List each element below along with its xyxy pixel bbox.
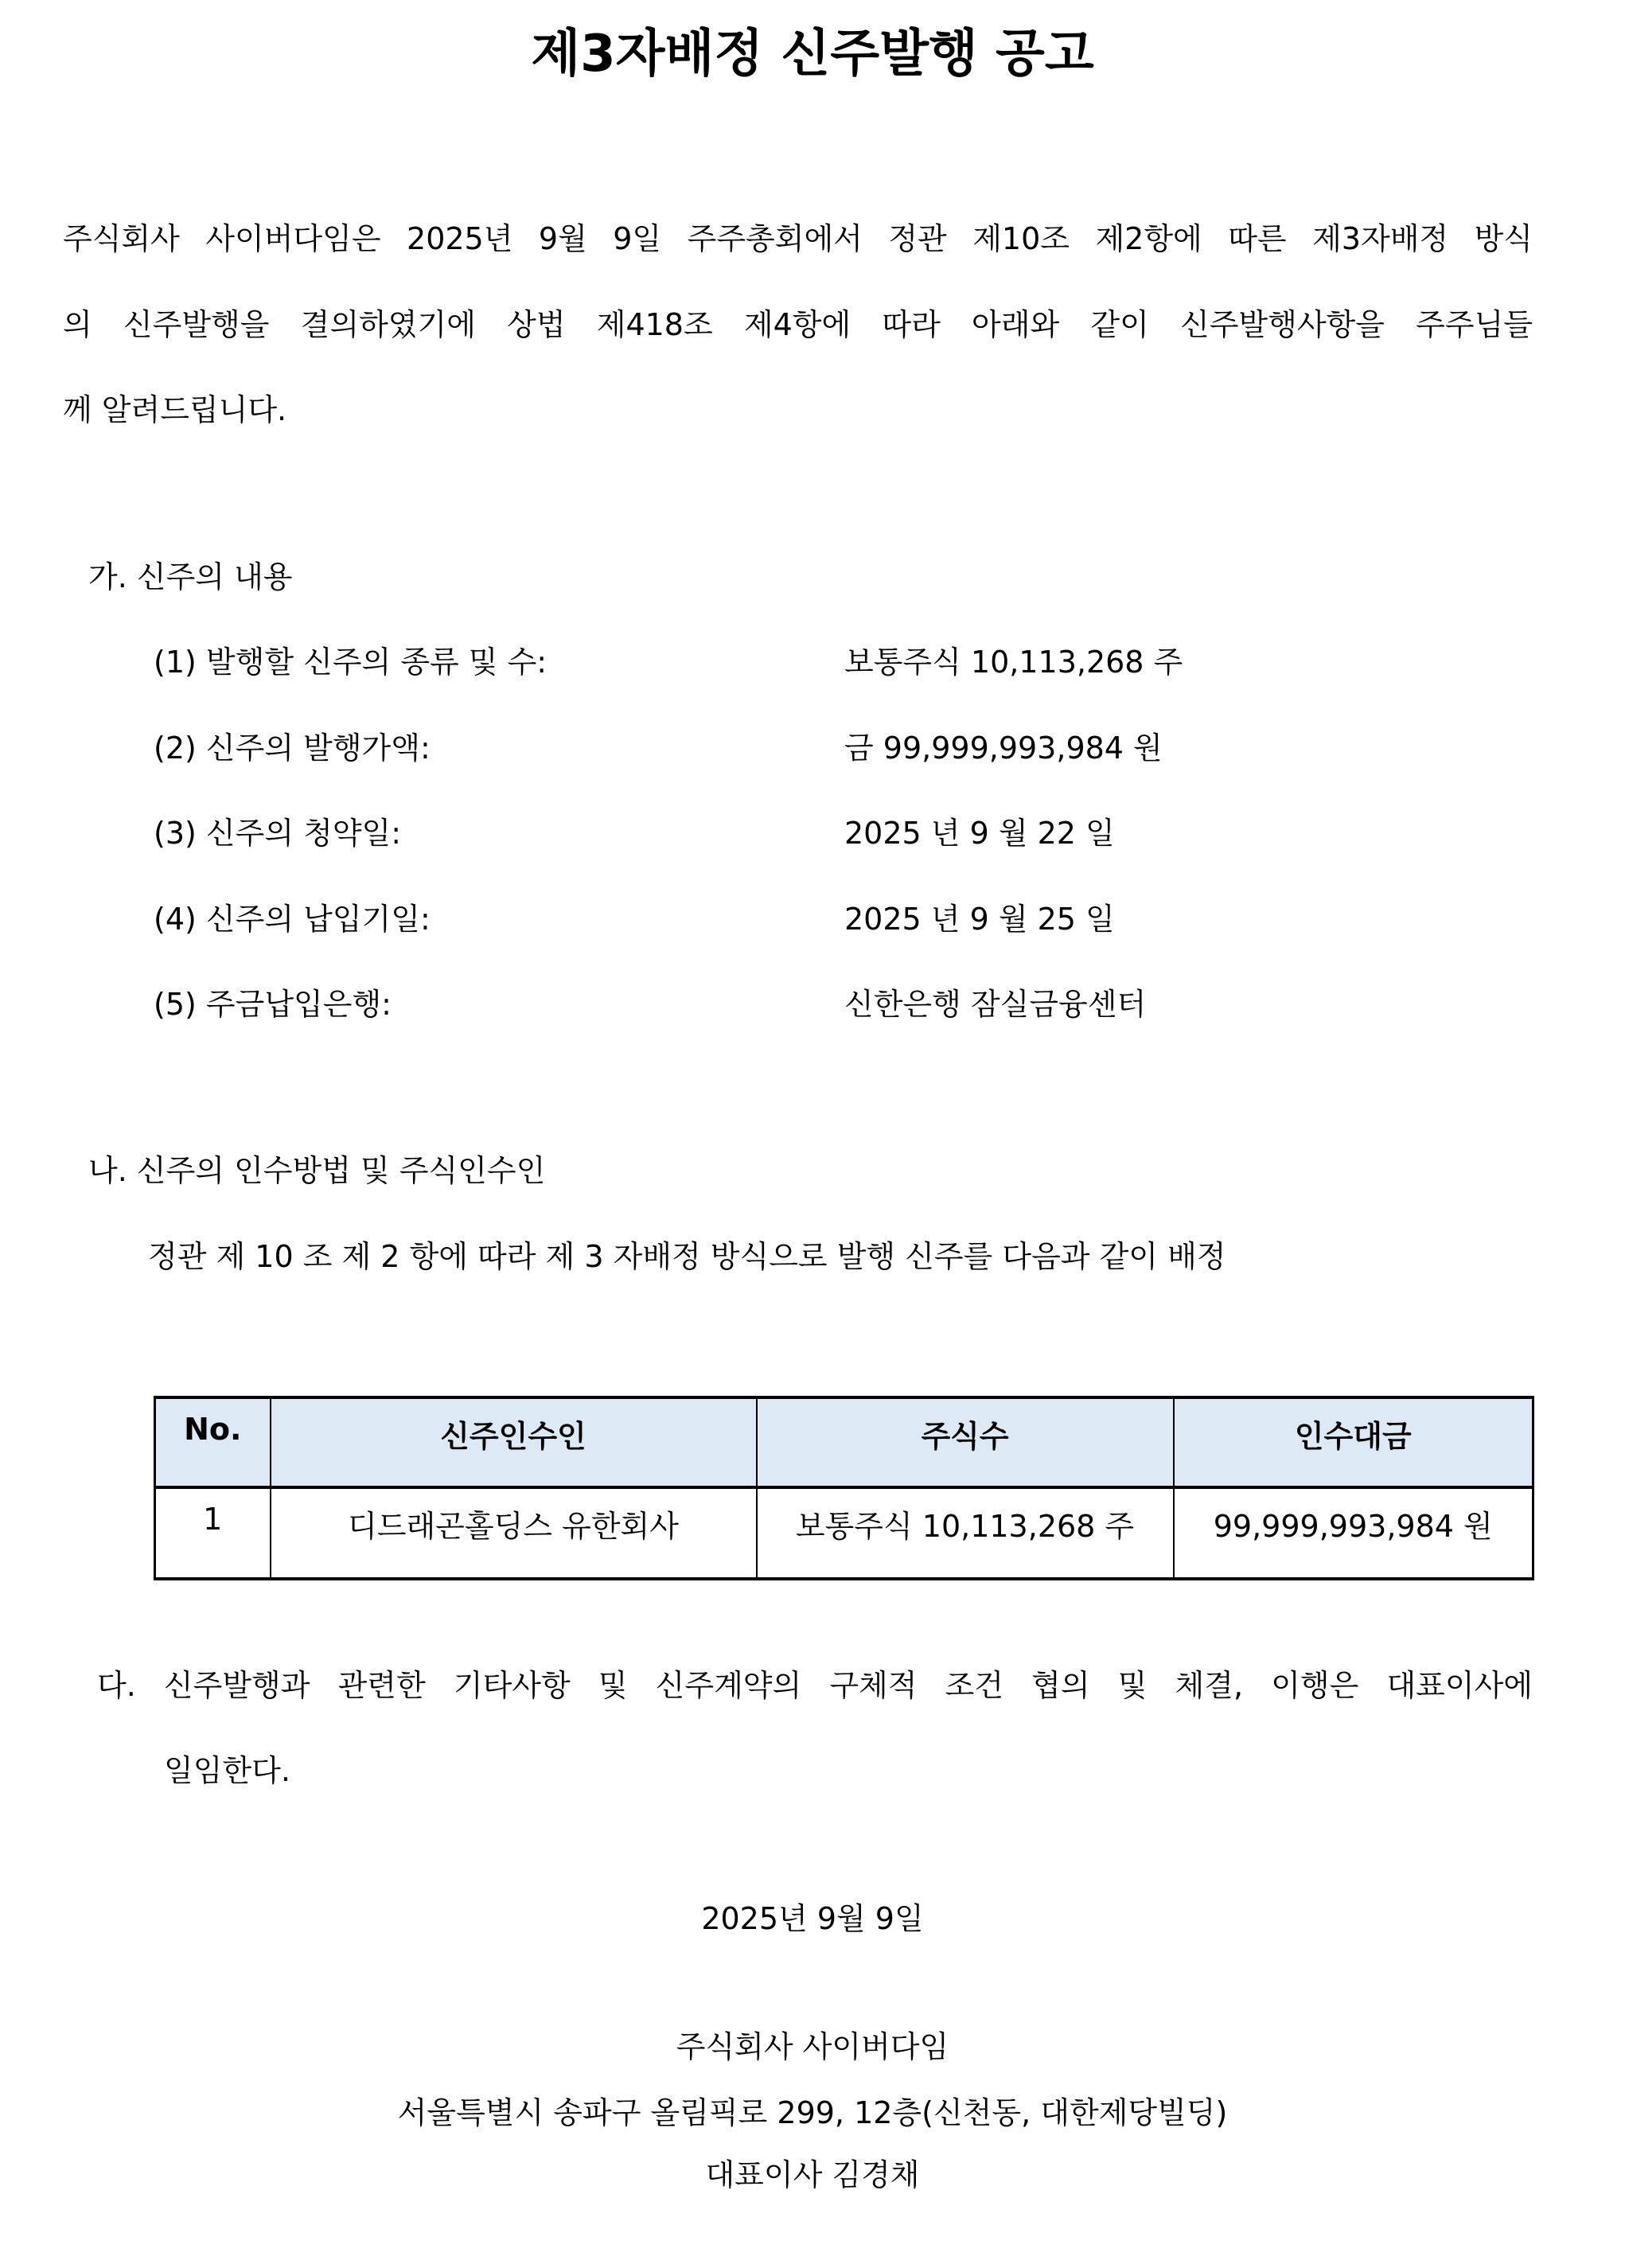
table-header-row (155, 1397, 1533, 1487)
section-b-text: 정관 제 10 조 제 2 항에 따라 제 3 자배정 방식으로 발행 신주를 다음과 같이 배정 (148, 1239, 1226, 1274)
item-value: 보통주식 10,113,268 주 (844, 645, 1183, 680)
item-label: (1) 발행할 신주의 종류 및 수: (154, 645, 548, 680)
item-label: (3) 신주의 청약일: (154, 816, 402, 851)
header-shares: 주식수 (757, 1397, 1174, 1487)
notice-date: 2025년 9월 9일 (701, 1901, 924, 1936)
section-b-heading: 나. 신주의 인수방법 및 주식인수인 (88, 1153, 546, 1188)
intro-line: 의 신주발행을 결의하였기에 상법 제418조 제4항에 따라 아래와 같이 신주발행사항을 주주님들 (63, 307, 1533, 342)
section-a-heading: 가. 신주의 내용 (88, 559, 293, 594)
company-name: 주식회사 사이버다임 (676, 2029, 949, 2064)
intro-line: 께 알려드립니다. (63, 392, 287, 427)
item-value: 2025 년 9 월 25 일 (844, 902, 1115, 937)
item-label: (2) 신주의 발행가액: (154, 731, 431, 766)
item-value: 2025 년 9 월 22 일 (844, 816, 1115, 851)
item-value: 금 99,999,993,984 원 (844, 731, 1163, 766)
item-label: (4) 신주의 납입기일: (154, 902, 431, 937)
item-value: 신한은행 잠실금융센터 (844, 987, 1147, 1022)
section-c-line: 일임한다. (164, 1753, 290, 1788)
cell-subscriber: 디드래곤홀딩스 유한회사 (271, 1487, 757, 1579)
cell-no: 1 (155, 1487, 271, 1579)
page-title: 제3자배정 신주발행 공고 (531, 25, 1094, 84)
item-label: (5) 주금납입은행: (154, 987, 392, 1022)
cell-shares: 보통주식 10,113,268 주 (757, 1487, 1174, 1579)
company-address: 서울특별시 송파구 올림픽로 299, 12층(신천동, 대한제당빌딩) (397, 2095, 1228, 2130)
intro-line: 주식회사 사이버다임은 2025년 9월 9일 주주총회에서 정관 제10조 제2항에 따른 제3자배정 방식 (63, 221, 1533, 256)
subscriber-table (154, 1396, 1534, 1580)
section-c-line: 다. 신주발행과 관련한 기타사항 및 신주계약의 구체적 조건 협의 및 체결, 이행은 대표이사에 (97, 1668, 1533, 1703)
table-row (155, 1487, 1533, 1579)
ceo-name: 대표이사 김경채 (705, 2157, 920, 2192)
header-subscriber: 신주인수인 (271, 1397, 757, 1487)
cell-amount: 99,999,993,984 원 (1174, 1487, 1533, 1579)
header-amount: 인수대금 (1174, 1397, 1533, 1487)
header-no: No. (155, 1397, 271, 1487)
